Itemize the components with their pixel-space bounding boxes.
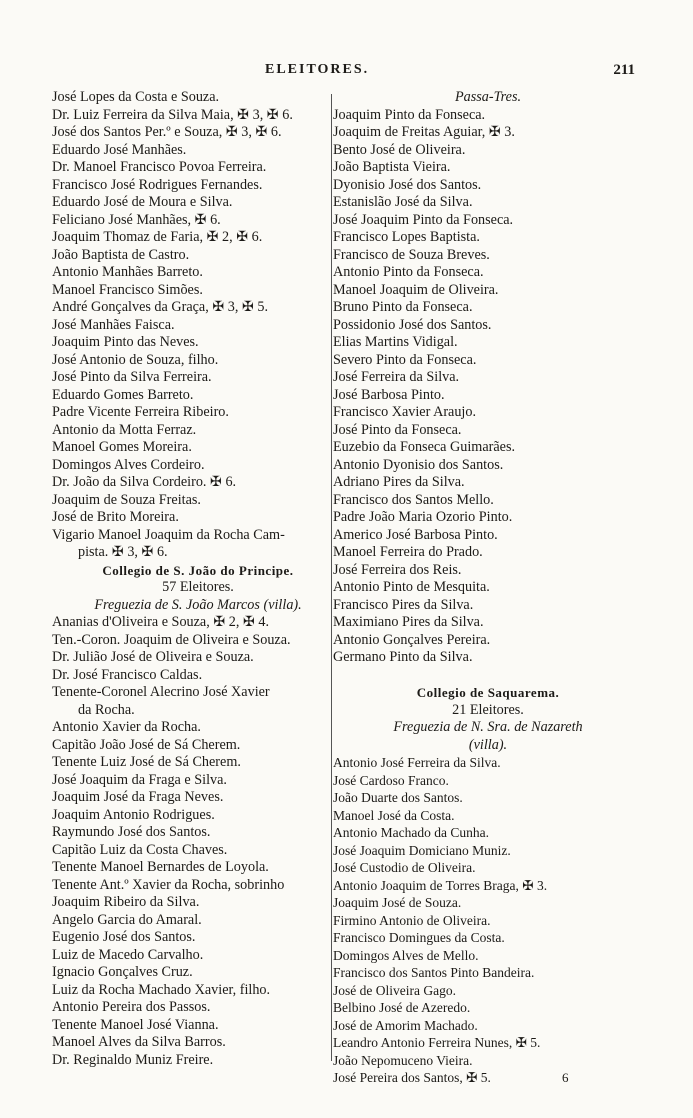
right-column-entry: Manoel Ferreira do Prado. xyxy=(333,544,483,560)
left-column-entry: da Rocha. xyxy=(78,701,135,718)
right-column-entry: Antonio Machado da Cunha. xyxy=(333,825,489,840)
left-column-entry: Capitão Luiz da Costa Chaves. xyxy=(52,841,228,858)
right-column-entry: José de Amorim Machado. xyxy=(333,1017,478,1033)
right-column-entry: Elias Martins Vidigal. xyxy=(333,334,458,350)
left-column-entry: Manoel Francisco Simões. xyxy=(52,281,203,298)
left-column-entry: José de Brito Moreira. xyxy=(52,509,179,525)
left-column-entry: Feliciano José Manhães, ✠ 6. xyxy=(52,211,221,228)
left-column-entry: Tenente Luiz José de Sá Cherem. xyxy=(52,754,241,770)
right-column-entry: José de Oliveira Gago. xyxy=(333,982,456,998)
right-column-entry: José Ferreira da Silva. xyxy=(333,369,460,385)
left-column-entry: Antonio Xavier da Rocha. xyxy=(52,719,201,735)
right-column-entry: Francisco dos Santos Pinto Bandeira. xyxy=(333,965,535,980)
page-title: ELEITORES. xyxy=(265,62,370,77)
right-column-entry: Francisco dos Santos Mello. xyxy=(333,491,494,508)
right-column-entry: Domingos Alves de Mello. xyxy=(333,947,479,963)
right-column-entry: Joaquim de Freitas Aguiar, ✠ 3. xyxy=(333,124,515,140)
left-column-entry: Joaquim Pinto das Neves. xyxy=(52,334,199,350)
left-column-entry: Tenente Manoel José Vianna. xyxy=(52,1016,219,1033)
left-column-entry: Antonio Pereira dos Passos. xyxy=(52,999,211,1015)
right-column-entry: Euzebio da Fonseca Guimarães. xyxy=(333,439,516,455)
right-column-entry: Manoel Joaquim de Oliveira. xyxy=(333,281,499,298)
left-column-entry: Eduardo Gomes Barreto. xyxy=(52,386,194,403)
right-column-entry: Antonio Gonçalves Pereira. xyxy=(333,631,491,648)
left-column-entry: Joaquim Ribeiro da Silva. xyxy=(52,894,200,910)
signature-mark: 6 xyxy=(562,1070,569,1085)
right-column-entry: João Duarte dos Santos. xyxy=(333,790,463,805)
right-column-entry: Antonio Dyonisio dos Santos. xyxy=(333,456,504,473)
left-column-entry: Eugenio José dos Santos. xyxy=(52,929,196,945)
left-column-entry: Eduardo José Manhães. xyxy=(52,141,187,158)
right-column-entry: Germano Pinto da Silva. xyxy=(333,649,473,665)
left-column-entry: Dr. Reginaldo Muniz Freire. xyxy=(52,1051,214,1068)
left-column-entry: Vigario Manoel Joaquim da Rocha Cam- xyxy=(52,526,285,543)
left-column-entry: Tenente Manoel Bernardes de Loyola. xyxy=(52,859,269,875)
left-column-entry: 57 Eleitores. xyxy=(162,579,234,595)
right-column-entry: Americo José Barbosa Pinto. xyxy=(333,526,498,543)
left-column-entry: Francisco José Rodrigues Fernandes. xyxy=(52,176,263,193)
left-column-entry: Antonio da Motta Ferraz. xyxy=(52,421,197,438)
left-column-entry: Luiz da Rocha Machado Xavier, filho. xyxy=(52,981,271,998)
right-column-subheading: Passa-Tres. xyxy=(454,89,522,105)
right-column-entry: Belbino José de Azeredo. xyxy=(333,1000,471,1015)
right-column-entry: João Baptista Vieira. xyxy=(333,159,451,175)
left-column-entry: Tenente-Coronel Alecrino José Xavier xyxy=(52,684,270,700)
page-number: 211 xyxy=(613,62,635,78)
right-column-entry: Francisco Pires da Silva. xyxy=(333,596,474,613)
left-column-entry: José Lopes da Costa e Souza. xyxy=(52,89,220,105)
right-column-subheading: Freguezia de N. Sra. de Nazareth xyxy=(393,719,583,735)
right-column-entry: Firmino Antonio de Oliveira. xyxy=(333,912,491,928)
page-header xyxy=(55,62,635,84)
right-column-entry: Antonio Joaquim de Torres Braga, ✠ 3. xyxy=(333,877,548,893)
left-column-entry: pista. ✠ 3, ✠ 6. xyxy=(78,544,168,560)
left-column-entry: Manoel Alves da Silva Barros. xyxy=(52,1034,226,1050)
left-column-entry: Dr. Luiz Ferreira da Silva Maia, ✠ 3, ✠ 6. xyxy=(52,106,293,123)
left-column-entry: Tenente Ant.º Xavier da Rocha, sobrinho xyxy=(52,876,285,893)
right-column-entry: Bento José de Oliveira. xyxy=(333,141,466,158)
left-column-entry: Luiz de Macedo Carvalho. xyxy=(52,946,204,963)
left-column-entry: Dr. João da Silva Cordeiro. ✠ 6. xyxy=(52,474,237,490)
right-column-entry: Dyonisio José dos Santos. xyxy=(333,176,482,193)
right-column-entry: José Pereira dos Santos, ✠ 5. xyxy=(333,1070,491,1085)
right-column-entry: José Pinto da Fonseca. xyxy=(333,421,462,438)
left-column-entry: Joaquim de Souza Freitas. xyxy=(52,491,201,508)
left-column-entry: Dr. Manoel Francisco Povoa Ferreira. xyxy=(52,159,267,175)
left-column-entry: Domingos Alves Cordeiro. xyxy=(52,456,205,473)
right-column-entry: Joaquim José de Souza. xyxy=(333,895,462,910)
left-column xyxy=(52,89,344,1069)
left-column-entry: Eduardo José de Moura e Silva. xyxy=(52,194,233,210)
right-column-entry: José Joaquim Pinto da Fonseca. xyxy=(333,211,514,228)
left-column-heading: Collegio de S. João do Principe. xyxy=(102,562,294,578)
right-column-entry: José Custodio de Oliveira. xyxy=(333,860,476,875)
right-column-entry: Leandro Antonio Ferreira Nunes, ✠ 5. xyxy=(333,1035,541,1050)
left-column-entry: José Joaquim da Fraga e Silva. xyxy=(52,771,227,788)
right-column-entry: Francisco Lopes Baptista. xyxy=(333,229,480,245)
right-column-entry: José Ferreira dos Reis. xyxy=(333,561,462,578)
right-column-subheading: (villa). xyxy=(468,736,508,753)
left-column-entry: Dr. José Francisco Caldas. xyxy=(52,666,203,683)
left-column-entry: Capitão João José de Sá Cherem. xyxy=(52,736,241,753)
right-column-entry: José Joaquim Domiciano Muniz. xyxy=(333,842,511,858)
left-column-entry: José Manhães Faisca. xyxy=(52,316,175,333)
right-column-entry: Francisco Xavier Araujo. xyxy=(333,404,477,420)
right-column xyxy=(333,89,643,1087)
left-column-entry: Dr. Julião José de Oliveira e Souza. xyxy=(52,649,254,665)
right-column-heading: Collegio de Saquarema. xyxy=(416,685,560,700)
right-column-entry: Estanislão José da Silva. xyxy=(333,194,473,210)
left-column-entry: Ten.-Coron. Joaquim de Oliveira e Souza. xyxy=(52,631,291,648)
right-column-entry: Possidonio José dos Santos. xyxy=(333,316,492,333)
right-column-entry: Bruno Pinto da Fonseca. xyxy=(333,299,473,315)
right-column-entry: Francisco de Souza Breves. xyxy=(333,246,490,263)
right-column-entry: Padre João Maria Ozorio Pinto. xyxy=(333,509,513,525)
left-column-entry: Ananias d'Oliveira e Souza, ✠ 2, ✠ 4. xyxy=(52,614,270,630)
right-column-entry xyxy=(333,667,643,685)
right-column-entry: João Nepomuceno Vieira. xyxy=(333,1052,473,1068)
left-column-subheading: Freguezia de S. João Marcos (villa). xyxy=(94,596,302,613)
left-column-entry: Angelo Garcia do Amaral. xyxy=(52,911,202,928)
left-column-entry: Manoel Gomes Moreira. xyxy=(52,439,192,455)
right-column-entry: Maximiano Pires da Silva. xyxy=(333,614,484,630)
column-divider xyxy=(331,94,332,1061)
left-column-entry: Joaquim Thomaz de Faria, ✠ 2, ✠ 6. xyxy=(52,229,263,245)
left-column-entry: Padre Vicente Ferreira Ribeiro. xyxy=(52,404,229,420)
left-column-entry: Antonio Manhães Barreto. xyxy=(52,264,203,280)
right-column-entry: José Cardoso Franco. xyxy=(333,772,449,788)
right-column-entry: Manoel José da Costa. xyxy=(333,807,455,823)
right-column-entry: Antonio Pinto da Fonseca. xyxy=(333,264,484,280)
left-column-entry: Raymundo José dos Santos. xyxy=(52,824,211,840)
right-column-entry: Adriano Pires da Silva. xyxy=(333,474,465,490)
right-column-entry: 21 Eleitores. xyxy=(452,701,524,718)
right-column-entry: Francisco Domingues da Costa. xyxy=(333,930,505,945)
left-column-entry: José Antonio de Souza, filho. xyxy=(52,351,219,368)
left-column-entry: André Gonçalves da Graça, ✠ 3, ✠ 5. xyxy=(52,299,269,315)
right-column-entry: Antonio Pinto de Mesquita. xyxy=(333,579,490,595)
right-column-entry: Severo Pinto da Fonseca. xyxy=(333,351,477,368)
left-column-entry: José Pinto da Silva Ferreira. xyxy=(52,369,212,385)
right-column-entry: José Barbosa Pinto. xyxy=(333,386,445,403)
right-column-entry: Antonio José Ferreira da Silva. xyxy=(333,755,501,770)
left-column-entry: Ignacio Gonçalves Cruz. xyxy=(52,964,193,980)
left-column-entry: Joaquim José da Fraga Neves. xyxy=(52,789,224,805)
left-column-entry: José dos Santos Per.º e Souza, ✠ 3, ✠ 6. xyxy=(52,124,282,140)
right-column-entry: Joaquim Pinto da Fonseca. xyxy=(333,106,486,123)
left-column-entry: Joaquim Antonio Rodrigues. xyxy=(52,806,215,823)
left-column-entry: João Baptista de Castro. xyxy=(52,246,190,263)
